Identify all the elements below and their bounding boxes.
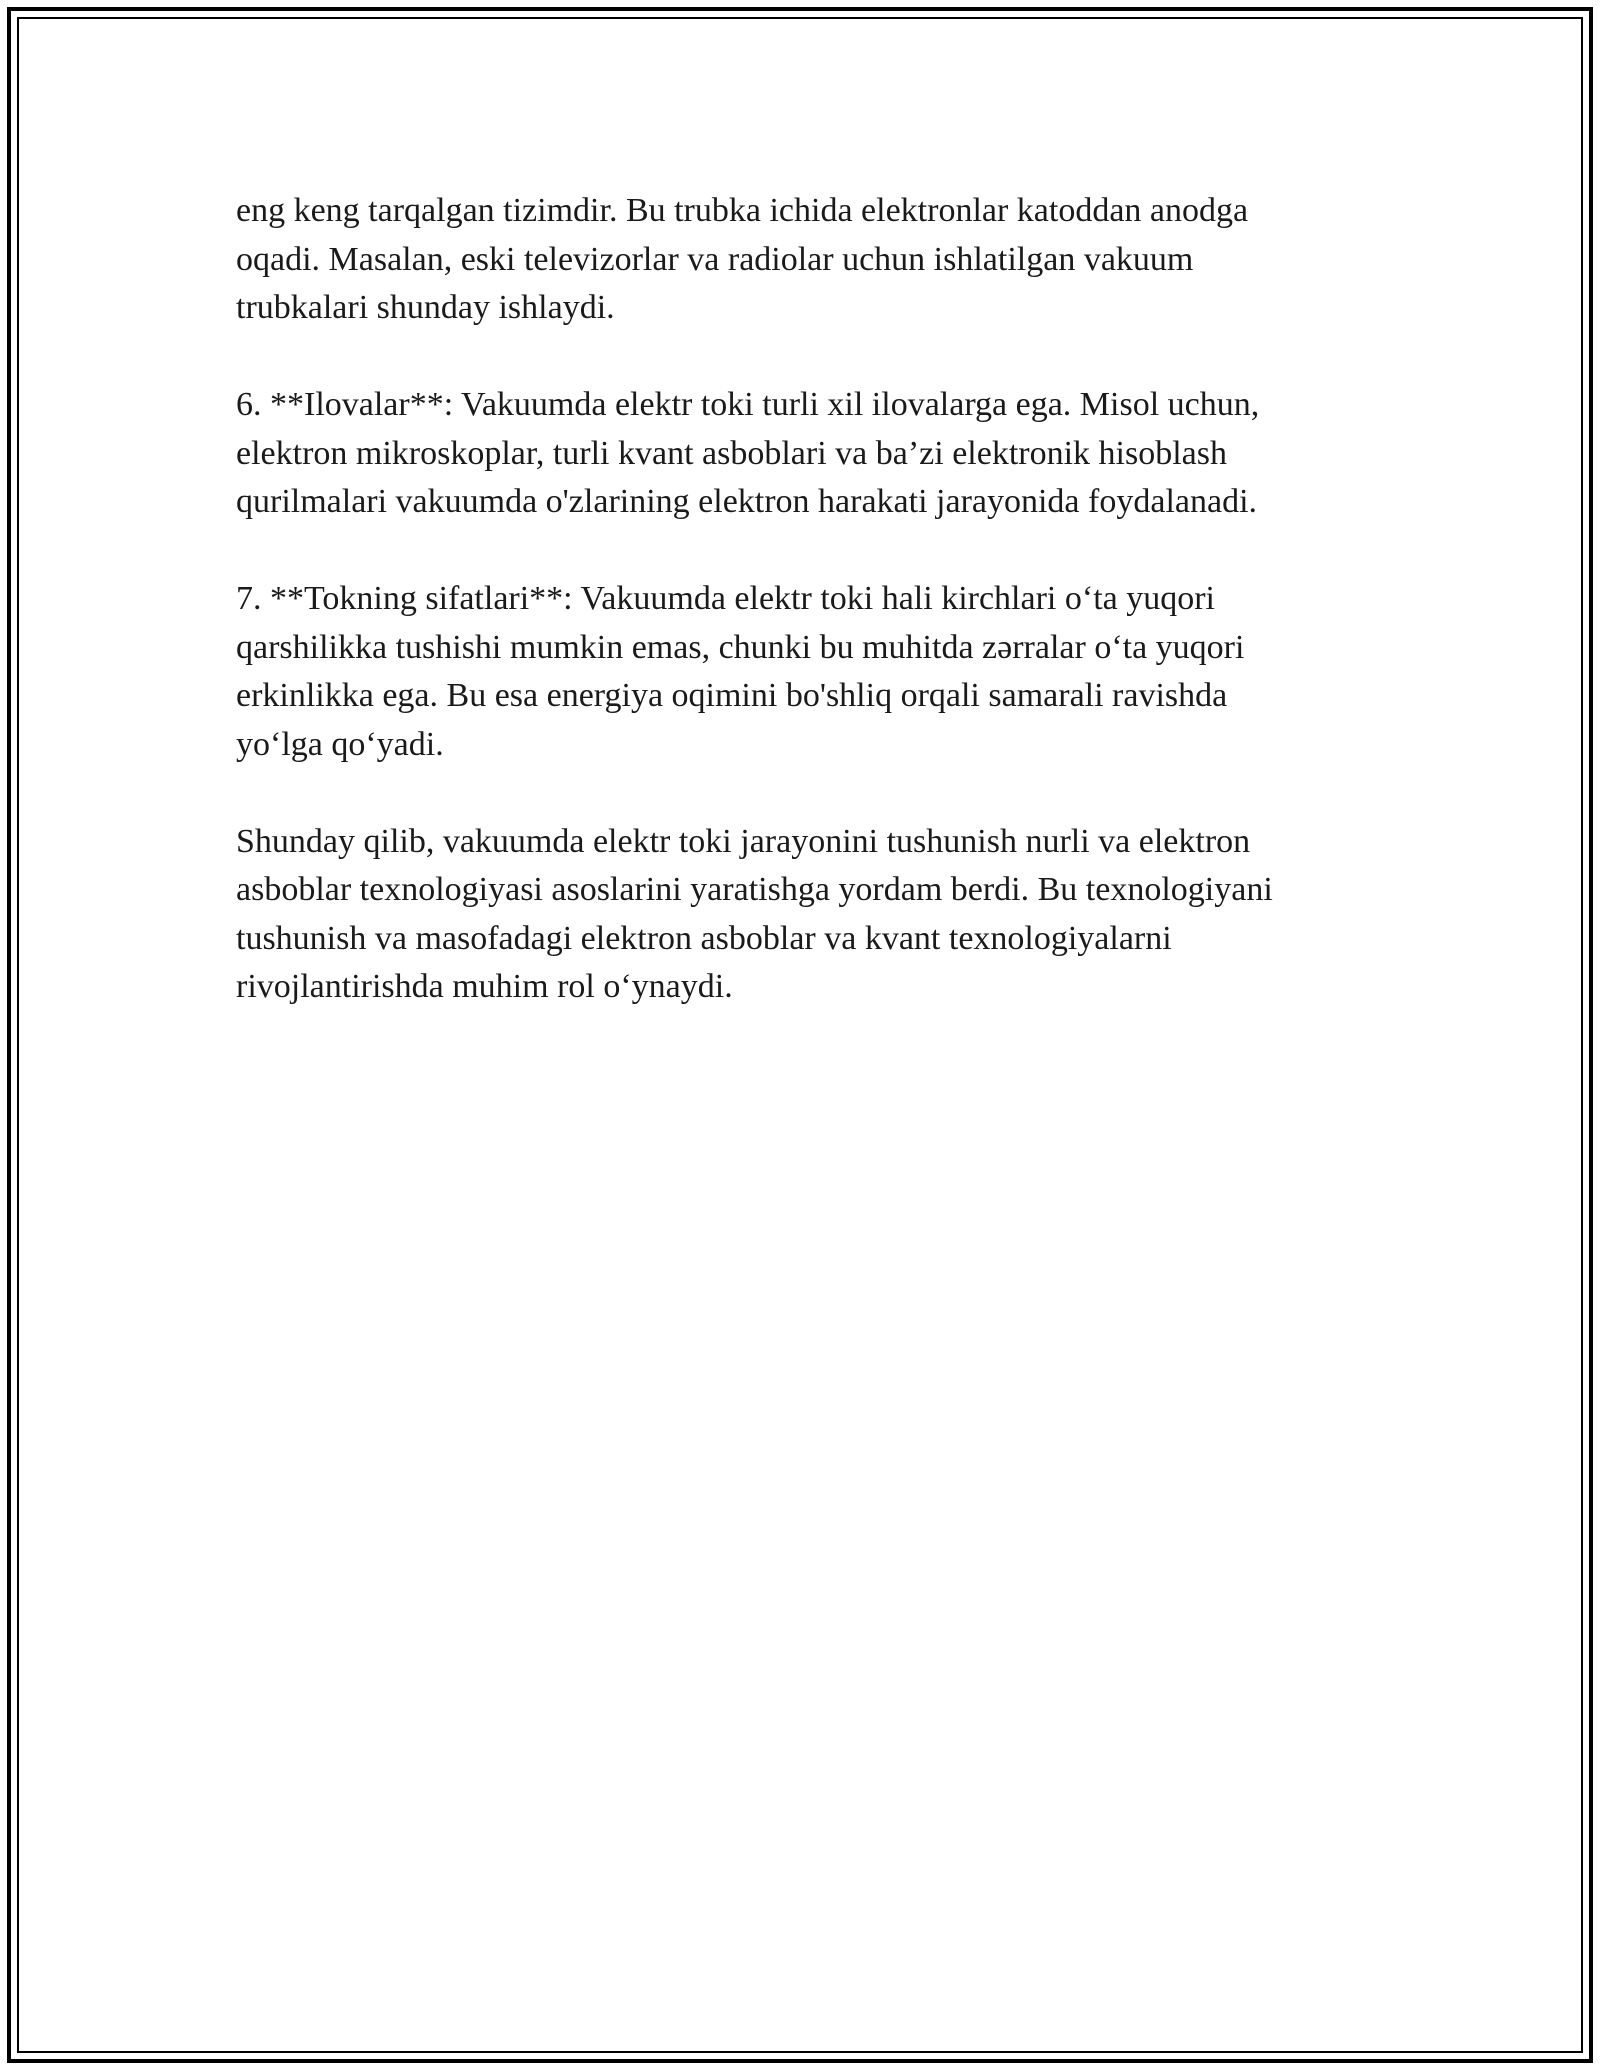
text-line: Shunday qilib, vakuumda elektr toki jarayonini tushunish nurli va elektron xyxy=(236,822,1251,860)
text-line: 7. **Tokning sifatlari**: Vakuumda elektr toki hali kirchlari o‘ta yuqori xyxy=(236,580,1215,617)
text-line: tushunish va masofadagi elektron asboblar va kvant texnologiyalarni xyxy=(236,919,1172,957)
text-line: asboblar texnologiyasi asoslarini yaratishga yordam berdi. Bu texnologiyani xyxy=(236,871,1273,908)
text-line: yo‘lga qo‘yadi. xyxy=(236,725,444,763)
text-line: oqadi. Masalan, eski televizorlar va radiolar uchun ishlatilgan vakuum xyxy=(236,240,1194,278)
paragraph-conclusion xyxy=(236,818,1376,1012)
paragraph-intro-continuation xyxy=(236,187,1376,333)
text-line: eng keng tarqalgan tizimdir. Bu trubka ichida elektronlar katoddan anodga xyxy=(236,192,1249,229)
text-line: rivojlantirishda muhim rol o‘ynaydi. xyxy=(236,968,733,1005)
document-body xyxy=(236,187,1376,1060)
text-line: erkinlikka ega. Bu esa energiya oqimini bo'shliq orqali samarali ravishda xyxy=(236,677,1228,714)
text-line: qurilmalari vakuumda o'zlarining elektron harakati jarayonida foydalanadi. xyxy=(236,483,1258,520)
text-line: 6. **Ilovalar**: Vakuumda elektr toki turli xil ilovalarga ega. Misol uchun, xyxy=(236,386,1260,423)
paragraph-ilovalar xyxy=(236,381,1376,527)
text-line: qarshilikka tushishi mumkin emas, chunki bu muhitda zərralar o‘ta yuqori xyxy=(236,628,1245,666)
text-line: elektron mikroskoplar, turli kvant asboblari va ba’zi elektronik hisoblash xyxy=(236,434,1227,472)
text-line: trubkalari shunday ishlaydi. xyxy=(236,289,615,326)
paragraph-tokning-sifatlari xyxy=(236,575,1376,769)
